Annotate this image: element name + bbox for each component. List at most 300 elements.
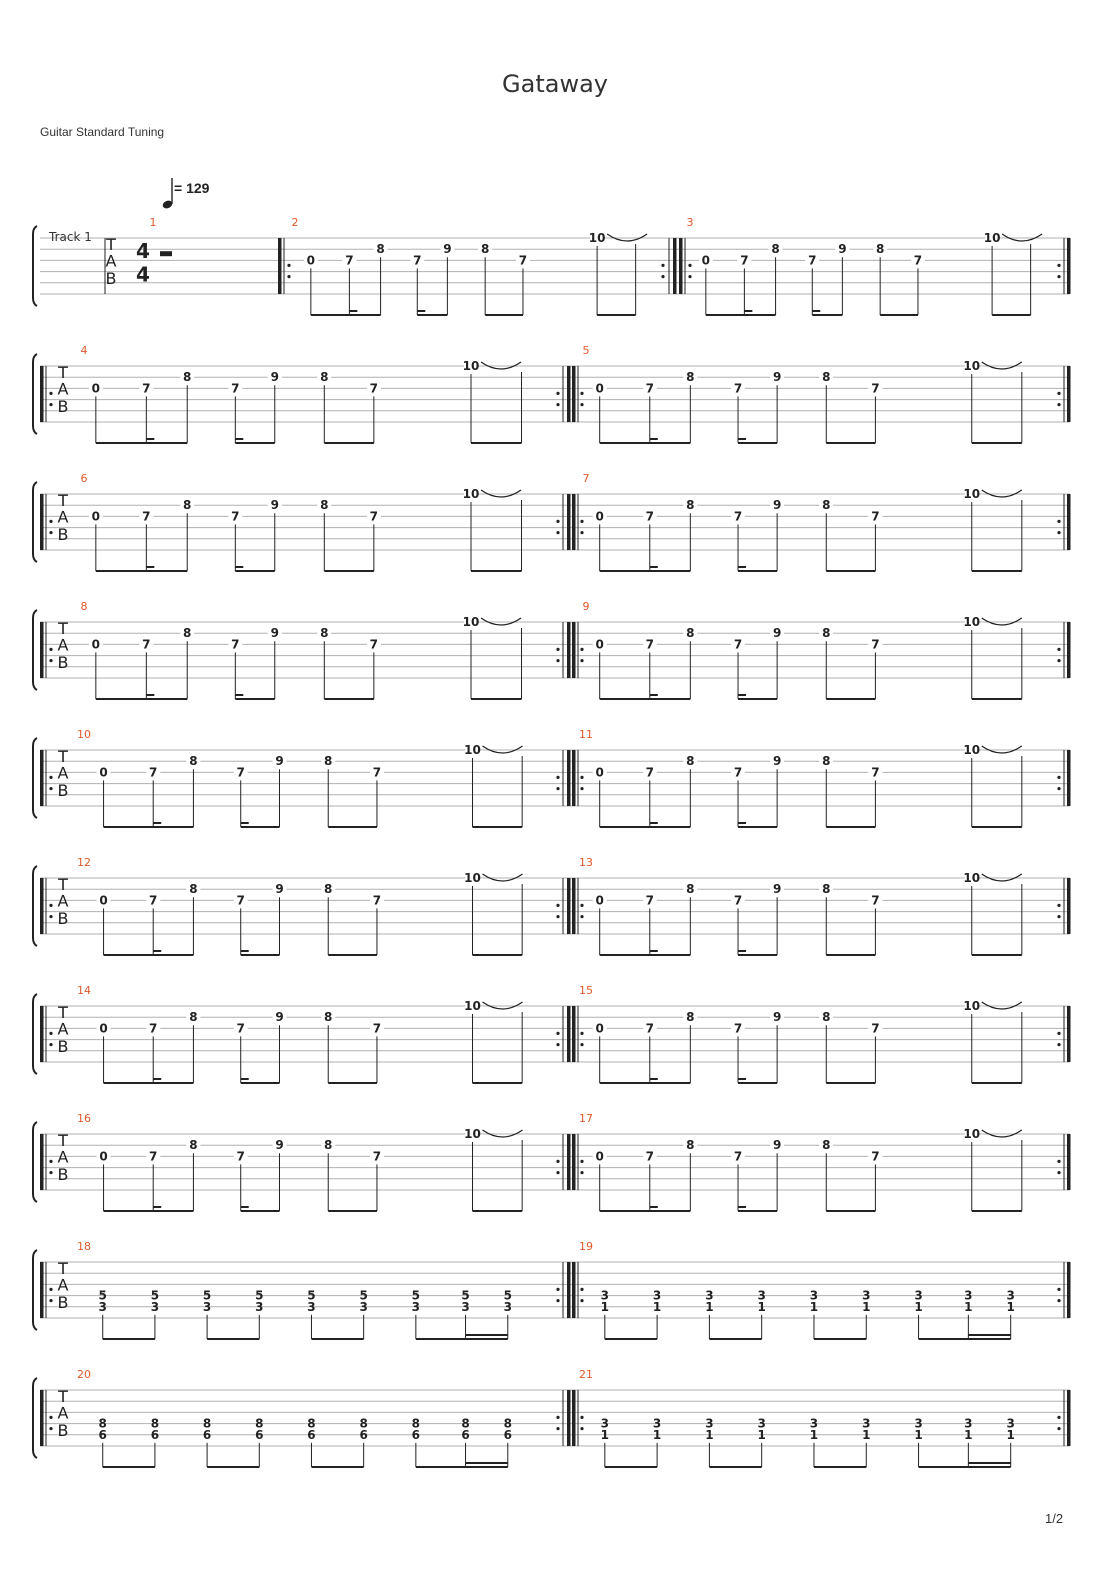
fret-number: 0 [595,765,604,780]
measure-number: 15 [579,984,593,997]
fret-number: 10 [963,1127,981,1141]
fret-number: 8 [686,754,695,769]
thick-barline [572,494,576,550]
chord-fret-bottom: 3 [98,1299,107,1314]
fret-number: 8 [183,626,192,641]
chord-fret-bottom: 3 [307,1299,316,1314]
chord-fret-top: 5 [255,1288,264,1303]
fret-number: 7 [518,253,528,268]
time-signature-bottom: 4 [136,262,150,287]
tab-letter-b: B [57,1420,69,1440]
fret-number: 9 [772,498,782,513]
thick-barline [1067,1134,1071,1190]
chord-fret-top: 3 [600,1416,609,1431]
repeat-dot [1057,1032,1060,1035]
repeat-dot [49,1427,52,1430]
fret-number: 8 [320,626,329,641]
repeat-dot [580,915,583,918]
chord-fret-top: 5 [359,1288,368,1303]
tab-letter-b: B [57,908,69,928]
fret-number: 8 [686,626,695,641]
chord-fret-bottom: 6 [503,1427,512,1442]
repeat-dot [1057,392,1060,395]
fret-number: 7 [372,893,382,908]
fret-number: 7 [645,765,654,780]
thick-barline [1067,366,1071,422]
fret-number: 10 [983,231,1001,245]
fret-number: 7 [733,765,743,780]
repeat-dot [1057,1427,1060,1430]
fret-number: 0 [91,509,101,524]
measure-number: 9 [582,600,590,613]
chord-fret-top: 3 [862,1288,871,1303]
system-bracket [33,226,37,306]
repeat-dot [556,1160,559,1163]
tab-letter-a: A [57,1147,69,1167]
score-title: Gataway [502,70,608,98]
fret-number: 8 [189,754,198,769]
chord-fret-top: 3 [914,1416,923,1431]
repeat-dot [556,776,559,779]
repeat-dot [580,392,583,395]
fret-number: 8 [324,754,333,769]
fret-number: 8 [686,370,695,385]
chord-fret-bottom: 6 [98,1427,107,1442]
fret-number: 7 [231,509,240,524]
repeat-dot [49,1032,52,1035]
chord-fret-bottom: 1 [652,1299,662,1314]
repeat-dot [49,531,52,534]
fret-number: 9 [443,242,452,257]
chord-fret-top: 3 [600,1288,609,1303]
system [33,1240,1071,1339]
measure-number: 2 [291,216,299,229]
fret-number: 7 [369,509,379,524]
tab-letter-a: A [57,635,69,655]
tuning-label: Guitar Standard Tuning [40,125,165,139]
fret-number: 8 [686,1010,695,1025]
chord-fret-top: 3 [757,1416,766,1431]
thick-barline [1067,1006,1071,1062]
fret-number: 10 [464,1127,481,1141]
fret-number: 0 [595,893,604,908]
fret-number: 7 [236,765,245,780]
repeat-dot [1057,275,1060,278]
repeat-dot [1057,915,1060,918]
thick-barline [567,1134,571,1190]
system [33,600,1071,699]
chord-fret-top: 5 [202,1288,212,1303]
fret-number: 10 [462,615,480,629]
fret-number: 8 [324,882,333,897]
chord-fret-top: 8 [359,1416,368,1431]
fret-number: 9 [772,1138,782,1153]
measure-number: 14 [77,984,91,997]
tab-letter-b: B [105,268,117,288]
repeat-dot [49,648,52,651]
fret-number: 8 [189,1138,198,1153]
measure-number: 10 [77,728,91,741]
repeat-dot [49,1288,52,1291]
chord-fret-top: 8 [255,1416,264,1431]
fret-number: 7 [871,509,880,524]
thick-barline [572,1006,576,1062]
repeat-dot [556,648,559,651]
fret-number: 9 [772,370,782,385]
repeat-dot [580,1171,583,1174]
repeat-dot [661,275,664,278]
thick-barline [40,366,44,422]
repeat-dot [49,1299,52,1302]
chord-fret-top: 3 [809,1416,819,1431]
thick-barline [40,1262,44,1318]
thick-barline [572,878,576,934]
measure-number: 21 [579,1368,593,1381]
fret-number: 7 [733,1021,743,1036]
fret-number: 8 [376,242,385,257]
thick-barline [278,238,282,294]
fret-number: 7 [149,893,158,908]
fret-number: 0 [595,381,604,396]
repeat-dot [580,787,583,790]
measure-number: 13 [579,856,593,869]
fret-number: 10 [464,999,481,1013]
thick-barline [572,1390,576,1446]
thick-barline [40,1134,44,1190]
thick-barline [1067,622,1071,678]
chord-fret-bottom: 1 [809,1299,819,1314]
fret-number: 7 [645,1149,654,1164]
tab-letter-t: T [58,1259,68,1279]
time-signature-top: 4 [136,239,150,264]
system [33,728,1071,827]
fret-number: 0 [99,1149,108,1164]
chord-fret-top: 3 [652,1288,662,1303]
tab-letter-t: T [58,363,68,383]
fret-number: 7 [236,1149,245,1164]
thick-barline [1067,494,1071,550]
tab-letter-t: T [58,1131,68,1151]
repeat-dot [580,1416,583,1419]
repeat-dot [556,1043,559,1046]
fret-number: 8 [686,882,695,897]
tab-letter-a: A [57,891,69,911]
repeat-dot [556,531,559,534]
fret-number: 7 [645,509,654,524]
repeat-dot [580,1299,583,1302]
fret-number: 0 [91,381,101,396]
chord-fret-top: 3 [652,1416,662,1431]
fret-number: 9 [270,626,279,641]
fret-number: 10 [462,487,480,501]
fret-number: 9 [275,1138,284,1153]
chord-fret-top: 8 [461,1416,470,1431]
measure-number: 6 [80,472,88,485]
thick-barline [567,1006,571,1062]
system [33,984,1071,1083]
fret-number: 7 [871,765,880,780]
tab-letter-t: T [58,875,68,895]
fret-number: 9 [270,370,279,385]
chord-fret-top: 5 [307,1288,316,1303]
fret-number: 9 [275,882,284,897]
system [33,1368,1071,1467]
chord-fret-top: 3 [1006,1416,1015,1431]
chord-fret-top: 5 [411,1288,421,1303]
tab-letter-a: A [57,1019,69,1039]
repeat-dot [580,1160,583,1163]
repeat-dot [580,520,583,523]
thick-barline [572,366,576,422]
fret-number: 0 [306,253,316,268]
fret-number: 7 [871,1149,880,1164]
tab-letter-b: B [57,1292,69,1312]
measure-number: 20 [77,1368,91,1381]
tab-letter-b: B [57,396,69,416]
fret-number: 8 [480,242,490,257]
thick-barline [40,1390,44,1446]
chord-fret-bottom: 1 [757,1299,766,1314]
repeat-dot [1057,1299,1060,1302]
repeat-dot [688,275,691,278]
fret-number: 7 [733,1149,743,1164]
thick-barline [567,494,571,550]
fret-number: 7 [871,1021,880,1036]
chord-fret-top: 3 [964,1288,973,1303]
thick-barline [1067,238,1071,294]
repeat-dot [49,520,52,523]
tab-letter-t: T [106,235,116,255]
repeat-dot [1057,531,1060,534]
thick-barline [1067,878,1071,934]
chord-fret-bottom: 1 [757,1427,766,1442]
thick-barline [572,750,576,806]
repeat-dot [1057,1043,1060,1046]
repeat-dot [556,1427,559,1430]
system-bracket [33,994,37,1074]
fret-number: 8 [183,370,192,385]
thick-barline [567,366,571,422]
repeat-dot [556,520,559,523]
chord-fret-top: 8 [307,1416,316,1431]
fret-number: 7 [369,381,379,396]
repeat-dot [661,264,664,267]
thick-barline [1067,1390,1071,1446]
repeat-dot [49,1416,52,1419]
thick-barline [1067,750,1071,806]
repeat-dot [580,1427,583,1430]
chord-fret-top: 8 [202,1416,212,1431]
chord-fret-top: 8 [411,1416,421,1431]
chord-fret-bottom: 3 [461,1299,470,1314]
thick-barline [572,1262,576,1318]
repeat-dot [49,1043,52,1046]
fret-number: 9 [275,754,284,769]
chord-fret-bottom: 1 [600,1299,609,1314]
fret-number: 7 [645,381,654,396]
chord-fret-top: 8 [503,1416,512,1431]
measure-number: 12 [77,856,91,869]
fret-number: 8 [822,370,831,385]
repeat-dot [580,531,583,534]
repeat-dot [556,1171,559,1174]
fret-number: 7 [231,381,240,396]
chord-fret-bottom: 1 [1006,1299,1015,1314]
fret-number: 7 [149,1021,158,1036]
chord-fret-top: 3 [705,1416,714,1431]
repeat-dot [580,648,583,651]
system [33,472,1071,571]
chord-fret-top: 8 [150,1416,160,1431]
chord-fret-bottom: 1 [1006,1427,1015,1442]
repeat-dot [556,1299,559,1302]
thick-barline [679,238,683,294]
fret-number: 7 [808,253,817,268]
tab-letter-a: A [57,1403,69,1423]
chord-fret-bottom: 1 [862,1427,871,1442]
system-bracket [33,738,37,818]
repeat-dot [49,1171,52,1174]
repeat-dot [580,1043,583,1046]
chord-fret-top: 8 [98,1416,107,1431]
repeat-dot [287,264,290,267]
system-bracket [33,1122,37,1202]
fret-number: 10 [464,871,481,885]
measure-number: 5 [582,344,590,357]
fret-number: 8 [320,498,329,513]
chord-fret-bottom: 6 [359,1427,368,1442]
system [33,1112,1071,1211]
fret-number: 7 [871,381,880,396]
chord-fret-bottom: 3 [503,1299,512,1314]
fret-number: 8 [686,1138,695,1153]
tab-letter-a: A [57,1275,69,1295]
page-number: 1/2 [1045,1511,1064,1526]
chord-fret-bottom: 6 [255,1427,264,1442]
tab-letter-t: T [58,491,68,511]
chord-fret-bottom: 1 [705,1427,714,1442]
repeat-dot [556,659,559,662]
repeat-dot [1057,403,1060,406]
thick-barline [673,238,677,294]
fret-number: 10 [963,615,981,629]
thick-barline [40,1006,44,1062]
fret-number: 7 [149,765,158,780]
chord-fret-top: 5 [98,1288,107,1303]
repeat-dot [1057,1160,1060,1163]
fret-number: 8 [822,1010,831,1025]
fret-number: 7 [372,1149,382,1164]
fret-number: 9 [772,754,782,769]
fret-number: 7 [740,253,749,268]
chord-fret-top: 3 [964,1416,973,1431]
chord-fret-bottom: 1 [914,1427,923,1442]
fret-number: 0 [701,253,711,268]
tab-letter-a: A [57,379,69,399]
measure-number: 19 [579,1240,593,1253]
fret-number: 7 [645,893,654,908]
chord-fret-bottom: 6 [461,1427,470,1442]
fret-number: 7 [236,893,245,908]
fret-number: 8 [771,242,780,257]
measure-number: 18 [77,1240,91,1253]
thick-barline [40,494,44,550]
system-bracket [33,610,37,690]
fret-number: 7 [149,1149,158,1164]
fret-number: 8 [320,370,329,385]
chord-fret-top: 3 [705,1288,714,1303]
fret-number: 7 [142,509,151,524]
fret-number: 0 [99,1021,108,1036]
half-rest [160,251,172,256]
fret-number: 8 [822,626,831,641]
fret-number: 10 [963,871,981,885]
tempo-bpm: 129 [186,180,210,196]
fret-number: 8 [822,754,831,769]
chord-fret-bottom: 6 [150,1427,160,1442]
fret-number: 9 [275,1010,284,1025]
fret-number: 7 [645,1021,654,1036]
repeat-dot [556,787,559,790]
chord-fret-top: 3 [809,1288,819,1303]
chord-fret-bottom: 6 [411,1427,421,1442]
repeat-dot [49,392,52,395]
fret-number: 0 [99,765,108,780]
system [33,344,1071,443]
system-bracket [33,482,37,562]
fret-number: 7 [372,765,382,780]
repeat-dot [1057,787,1060,790]
fret-number: 10 [963,359,981,373]
repeat-dot [556,392,559,395]
fret-number: 10 [588,231,606,245]
repeat-dot [49,1160,52,1163]
tab-letter-b: B [57,1164,69,1184]
chord-fret-bottom: 1 [652,1427,662,1442]
tab-letter-a: A [105,251,117,271]
thick-barline [40,622,44,678]
measure-number: 1 [149,216,157,229]
fret-number: 10 [464,743,481,757]
fret-number: 8 [324,1138,333,1153]
fret-number: 7 [871,637,880,652]
thick-barline [40,878,44,934]
thick-barline [1067,1262,1071,1318]
tab-letter-t: T [58,1387,68,1407]
fret-number: 9 [270,498,279,513]
tab-letter-b: B [57,1036,69,1056]
fret-number: 7 [345,253,354,268]
chord-fret-bottom: 3 [202,1299,212,1314]
fret-number: 8 [822,1138,831,1153]
repeat-dot [556,915,559,918]
chord-fret-bottom: 6 [202,1427,212,1442]
thick-barline [567,1390,571,1446]
repeat-dot [1057,1416,1060,1419]
chord-fret-top: 5 [150,1288,160,1303]
fret-number: 7 [142,381,151,396]
repeat-dot [580,904,583,907]
chord-fret-bottom: 3 [150,1299,160,1314]
fret-number: 9 [772,882,782,897]
chord-fret-top: 3 [914,1288,923,1303]
fret-number: 10 [963,487,981,501]
repeat-dot [1057,904,1060,907]
chord-fret-top: 5 [503,1288,512,1303]
fret-number: 7 [871,893,880,908]
repeat-dot [580,776,583,779]
system [33,216,1071,315]
